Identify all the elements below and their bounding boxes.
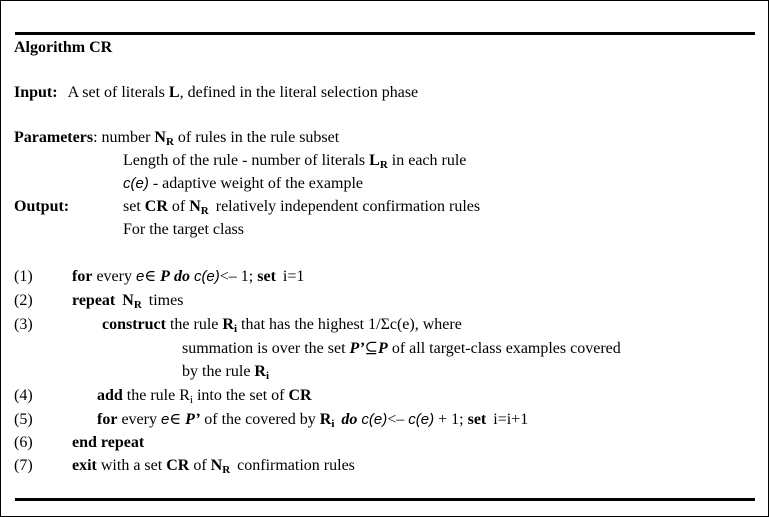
output-line-2: For the target class bbox=[123, 221, 245, 238]
output-text-rest: relatively independent confirmation rules bbox=[215, 198, 481, 215]
param2-text: Length of the rule - number of literals bbox=[123, 152, 366, 169]
parameters-line-1 bbox=[14, 129, 339, 147]
kw-set: set bbox=[257, 268, 276, 285]
step-3: construct the rule $R_i$ that has the highest 1/Σc(e), where bbox=[102, 316, 462, 335]
output-text: set bbox=[123, 198, 141, 215]
param-lr: $L_R$ bbox=[369, 152, 388, 171]
top-rule bbox=[15, 32, 755, 35]
step-3-cont-1: summation is over the set P’⊆P of all target-class examples covered bbox=[182, 340, 621, 357]
step-5: for every e∈ P’ of the covered by $R_i$ do c(e)<– c(e) + 1; set i=i+1 bbox=[97, 411, 529, 430]
step-number-4: (4) bbox=[14, 387, 33, 404]
input-text-rest: , defined in the literal selection phase bbox=[179, 84, 419, 101]
output-line-1 bbox=[123, 198, 480, 216]
param2-text-rest: in each rule bbox=[391, 152, 467, 169]
step-6: end repeat bbox=[72, 434, 145, 451]
param-text-rest: of rules in the rule subset bbox=[177, 129, 340, 146]
step-number-6: (6) bbox=[14, 434, 33, 451]
parameters-line-2 bbox=[123, 152, 466, 170]
kw-do: do bbox=[173, 268, 190, 285]
step-1: for every e∈ P do c(e)<– 1; set i=1 bbox=[72, 268, 305, 285]
step-2: repeat $N_R$ times bbox=[72, 292, 184, 311]
input-text: A set of literals bbox=[67, 84, 165, 101]
input-label: Input: bbox=[14, 84, 58, 101]
output-cr: CR bbox=[144, 198, 168, 215]
kw-exit: exit bbox=[72, 457, 97, 474]
output-label: Output: bbox=[14, 198, 70, 215]
step-number-5: (5) bbox=[14, 411, 33, 428]
output-of: of bbox=[171, 198, 186, 215]
parameters-label: Parameters bbox=[14, 129, 94, 146]
step-number-1: (1) bbox=[14, 268, 33, 285]
parameters-line-3 bbox=[123, 175, 363, 193]
kw-construct: construct bbox=[102, 316, 166, 333]
step-number-3: (3) bbox=[14, 316, 33, 333]
input-line bbox=[14, 84, 418, 102]
output-nr: $N_R$ bbox=[189, 198, 209, 217]
param-nr: $N_R$ bbox=[154, 129, 174, 148]
kw-repeat: repeat bbox=[72, 292, 116, 309]
parameters-colon: : bbox=[93, 129, 98, 146]
step-3-cont-2: by the rule $R_i$ bbox=[182, 363, 270, 382]
bottom-rule bbox=[15, 498, 755, 501]
step-number-7: (7) bbox=[14, 457, 33, 474]
algorithm-title: Algorithm CR bbox=[14, 39, 113, 56]
step-7: exit with a set CR of $N_R$ confirmation rules bbox=[72, 457, 355, 476]
kw-for: for bbox=[72, 268, 93, 285]
kw-for-2: for bbox=[97, 411, 118, 428]
step-4: add the rule $R_i$ into the set of CR bbox=[97, 387, 312, 406]
param3-text: - adaptive weight of the example bbox=[152, 175, 363, 192]
param-ce: c(e) bbox=[123, 175, 149, 192]
input-var: L bbox=[168, 84, 180, 101]
step-number-2: (2) bbox=[14, 292, 33, 309]
param-text: number bbox=[101, 129, 151, 146]
kw-add: add bbox=[97, 387, 123, 404]
